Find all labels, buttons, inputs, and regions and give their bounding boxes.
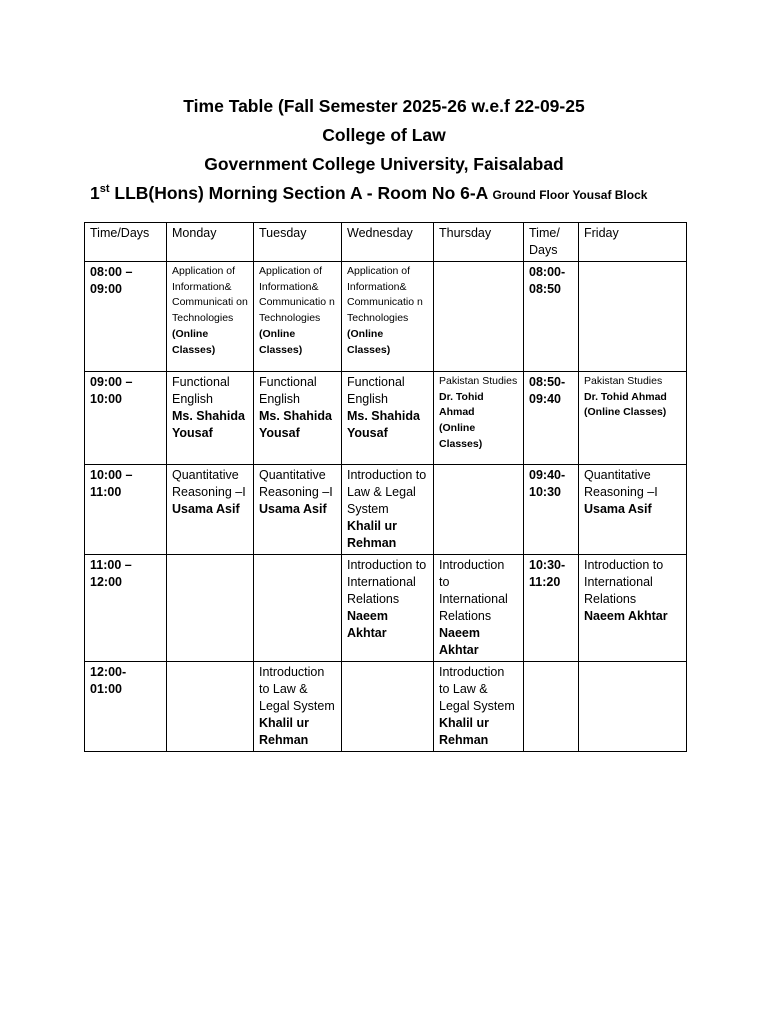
class-cell [579, 372, 687, 465]
teacher: Khalil ur Rehman [347, 519, 398, 550]
subject: Pakistan Studies [584, 375, 663, 387]
class-cell [254, 465, 342, 555]
subject: Introduction to Law & Legal System [347, 468, 427, 516]
col-header-thursday: Thursday [434, 223, 524, 262]
section-ordinal: st [99, 183, 110, 196]
class-cell [434, 662, 524, 752]
class-cell [254, 372, 342, 465]
subject: Functional English [347, 375, 405, 406]
subject: Application of Information& Communicati on Technologies [172, 265, 248, 325]
document-header [0, 92, 768, 179]
time-cell: 10:00 – 11:00 [85, 465, 167, 555]
teacher: Usama Asif [584, 502, 652, 516]
class-cell [579, 662, 687, 752]
class-cell [434, 465, 524, 555]
table-row [85, 465, 687, 555]
class-cell [167, 465, 254, 555]
subject: Application of Information& Communicatio n Technologies [259, 265, 335, 325]
class-cell [167, 662, 254, 752]
class-cell [342, 465, 434, 555]
note: (Online Classes) [172, 327, 216, 356]
room-location: Ground Floor Yousaf Block [492, 188, 648, 202]
subject: Introduction to International Relations [347, 558, 427, 606]
college-name: College of Law [322, 125, 446, 145]
class-cell [579, 555, 687, 662]
note: (Online Classes) [584, 406, 667, 419]
note: (Online Classes) [347, 327, 391, 356]
table-row [85, 555, 687, 662]
class-cell [342, 662, 434, 752]
teacher: Naeem Akhtar [347, 609, 388, 640]
class-cell [167, 262, 254, 372]
col-header-monday: Monday [167, 223, 254, 262]
time-cell-friday [524, 662, 579, 752]
class-cell [342, 555, 434, 662]
subject: Quantitative Reasoning –I [259, 468, 333, 499]
class-cell [342, 262, 434, 372]
time-cell-friday: 08:50- 09:40 [524, 372, 579, 465]
teacher: Dr. Tohid Ahmad [584, 390, 667, 403]
class-cell [434, 372, 524, 465]
note: (Online Classes) [439, 422, 483, 450]
university-name: Government College University, Faisalabad [204, 154, 564, 174]
class-cell [579, 262, 687, 372]
subject: Introduction to Law & Legal System [259, 665, 335, 713]
title: Time Table (Fall Semester 2025-26 w.e.f 22-09-25 [183, 96, 585, 116]
subject: Functional English [259, 375, 317, 406]
table-row [85, 662, 687, 752]
section-number: 1 [90, 183, 100, 203]
class-cell [342, 372, 434, 465]
teacher: Usama Asif [259, 502, 327, 516]
teacher: Ms. Shahida Yousaf [172, 409, 245, 440]
table-row [85, 372, 687, 465]
teacher: Dr. Tohid Ahmad [439, 390, 484, 419]
subject: Quantitative Reasoning –I [584, 468, 658, 499]
subject: Introduction to International Relations [439, 558, 508, 623]
col-header-friday: Friday [579, 223, 687, 262]
subject: Introduction to Law & Legal System [439, 665, 515, 713]
class-cell [579, 465, 687, 555]
subject: Functional English [172, 375, 230, 406]
col-header-time: Time/Days [85, 223, 167, 262]
col-header-wednesday: Wednesday [342, 223, 434, 262]
note: (Online Classes) [259, 327, 303, 356]
col-header-time-friday: Time/ Days [524, 223, 579, 262]
time-cell: 09:00 – 10:00 [85, 372, 167, 465]
class-cell [434, 555, 524, 662]
teacher: Usama Asif [172, 502, 240, 516]
table-row [85, 262, 687, 372]
teacher: Naeem Akhtar [439, 626, 480, 657]
col-header-tuesday: Tuesday [254, 223, 342, 262]
time-cell-friday: 08:00- 08:50 [524, 262, 579, 372]
time-cell-friday: 10:30- 11:20 [524, 555, 579, 662]
class-cell [434, 262, 524, 372]
time-cell-friday: 09:40- 10:30 [524, 465, 579, 555]
teacher: Ms. Shahida Yousaf [347, 409, 420, 440]
class-cell [167, 555, 254, 662]
teacher: Naeem Akhtar [584, 609, 668, 623]
teacher: Khalil ur Rehman [259, 716, 310, 747]
subject: Pakistan Studies [439, 375, 518, 387]
subject: Application of Information& Communicatio n Technologies [347, 265, 423, 325]
time-cell: 11:00 – 12:00 [85, 555, 167, 662]
class-cell [167, 372, 254, 465]
timetable [84, 222, 687, 752]
teacher: Khalil ur Rehman [439, 716, 490, 747]
header-row [85, 223, 687, 262]
time-cell: 08:00 – 09:00 [85, 262, 167, 372]
class-cell [254, 555, 342, 662]
class-cell [254, 262, 342, 372]
subject: Quantitative Reasoning –I [172, 468, 246, 499]
teacher: Ms. Shahida Yousaf [259, 409, 332, 440]
class-cell [254, 662, 342, 752]
section-title: LLB(Hons) Morning Section A - Room No 6-A [109, 183, 493, 203]
subject: Introduction to International Relations [584, 558, 664, 606]
section-line [90, 183, 647, 204]
time-cell: 12:00- 01:00 [85, 662, 167, 752]
